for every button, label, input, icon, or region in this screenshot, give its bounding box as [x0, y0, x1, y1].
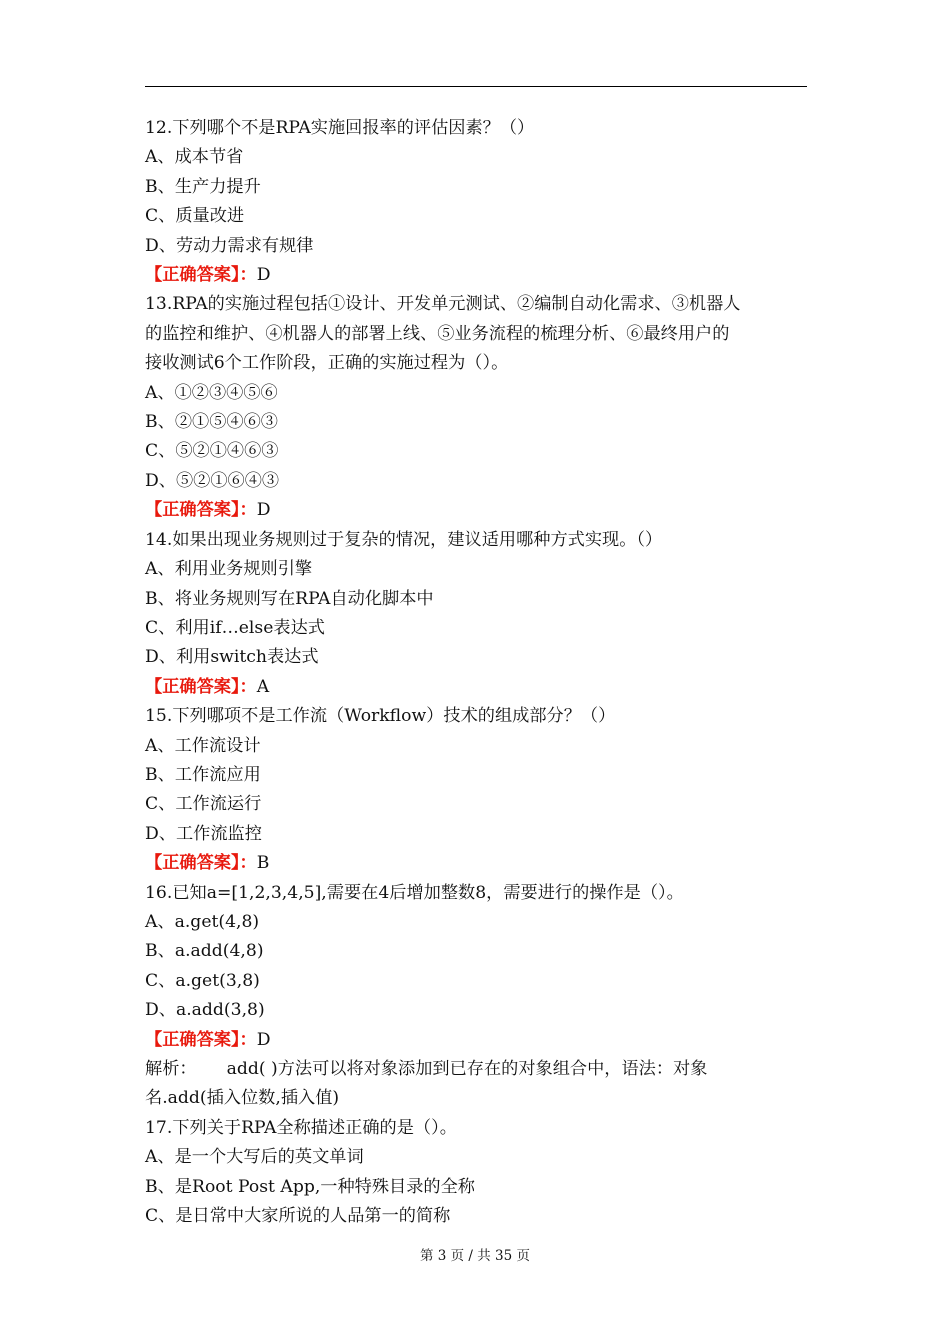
answer-label: 【正确答案】：	[145, 853, 257, 874]
option-b: B、工作流应用	[145, 764, 261, 785]
answer-value: D	[256, 500, 271, 521]
correct-answer	[145, 673, 810, 702]
page-footer: 第 3 页 / 共 35 页	[419, 1248, 531, 1264]
option-c: C、利用if…else表达式	[145, 617, 325, 638]
question-stem: 15.下列哪项不是工作流（Workflow）技术的组成部分？（）	[145, 706, 616, 727]
option-d: D、工作流监控	[145, 823, 262, 844]
question-14	[145, 526, 810, 702]
option-b: B、是Root Post App,一种特殊目录的全称	[145, 1176, 475, 1197]
answer-value: D	[256, 265, 271, 286]
answer-label: 【正确答案】：	[145, 676, 257, 697]
option-c: C、a.get(3,8)	[145, 970, 260, 991]
option-a: A、是一个大写后的英文单词	[145, 1147, 364, 1168]
option-a: A、a.get(4,8)	[145, 911, 260, 932]
option-d: D、a.add(3,8)	[145, 1000, 265, 1021]
option-a: A、工作流设计	[145, 735, 261, 756]
correct-answer	[145, 1026, 810, 1055]
explanation-line-2: 名.add(插入位数,插入值)	[145, 1088, 340, 1109]
explanation-line-1	[145, 1055, 810, 1084]
question-stem-line-3: 接收测试6个工作阶段，正确的实施过程为（）。	[145, 353, 509, 374]
correct-answer	[145, 261, 810, 290]
option-c: C、是日常中大家所说的人品第一的简称	[145, 1206, 451, 1227]
answer-label: 【正确答案】：	[145, 1029, 257, 1050]
answer-label: 【正确答案】：	[145, 500, 257, 521]
correct-answer	[145, 849, 810, 878]
question-stem-line-2: 的监控和维护、④机器人的部署上线、⑤业务流程的梳理分析、⑥最终用户的	[145, 323, 730, 344]
answer-value: D	[256, 1029, 271, 1050]
option-d: D、利用switch表达式	[145, 647, 319, 668]
header-rule	[145, 86, 807, 87]
option-b: B、a.add(4,8)	[145, 941, 264, 962]
question-stem: 17.下列关于RPA全称描述正确的是（）。	[145, 1117, 457, 1138]
option-d: D、⑤②①⑥④③	[145, 470, 280, 491]
question-16	[145, 879, 810, 1114]
question-stem: 14.如果出现业务规则过于复杂的情况，建议适用哪种方式实现。（）	[145, 529, 663, 550]
correct-answer	[145, 496, 810, 525]
option-c: C、⑤②①④⑥③	[145, 441, 279, 462]
question-stem: 12.下列哪个不是RPA实施回报率的评估因素？（）	[145, 118, 535, 138]
option-b: B、生产力提升	[145, 176, 261, 197]
explanation-label: 解析：	[145, 1059, 197, 1079]
answer-value: A	[256, 676, 270, 697]
question-12	[145, 114, 810, 290]
answer-label: 【正确答案】：	[145, 265, 257, 286]
option-a: A、①②③④⑤⑥	[145, 382, 278, 403]
question-stem-line-1: 13.RPA的实施过程包括①设计、开发单元测试、②编制自动化需求、③机器人	[145, 294, 741, 315]
question-17	[145, 1114, 810, 1232]
explanation-text: add( )方法可以将对象添加到已存在的对象组合中，语法：对象	[226, 1059, 708, 1079]
question-13	[145, 290, 810, 525]
question-15	[145, 702, 810, 878]
option-a: A、成本节省	[145, 147, 244, 168]
question-stem: 16.已知a=[1,2,3,4,5],需要在4后增加整数8，需要进行的操作是（）。	[145, 882, 684, 903]
answer-value: B	[256, 853, 270, 874]
option-c: C、工作流运行	[145, 794, 262, 815]
option-d: D、劳动力需求有规律	[145, 235, 314, 256]
option-b: B、将业务规则写在RPA自动化脚本中	[145, 588, 434, 609]
option-c: C、质量改进	[145, 206, 245, 227]
question-content	[145, 114, 810, 1231]
option-b: B、②①⑤④⑥③	[145, 412, 278, 433]
option-a: A、利用业务规则引擎	[145, 559, 313, 580]
